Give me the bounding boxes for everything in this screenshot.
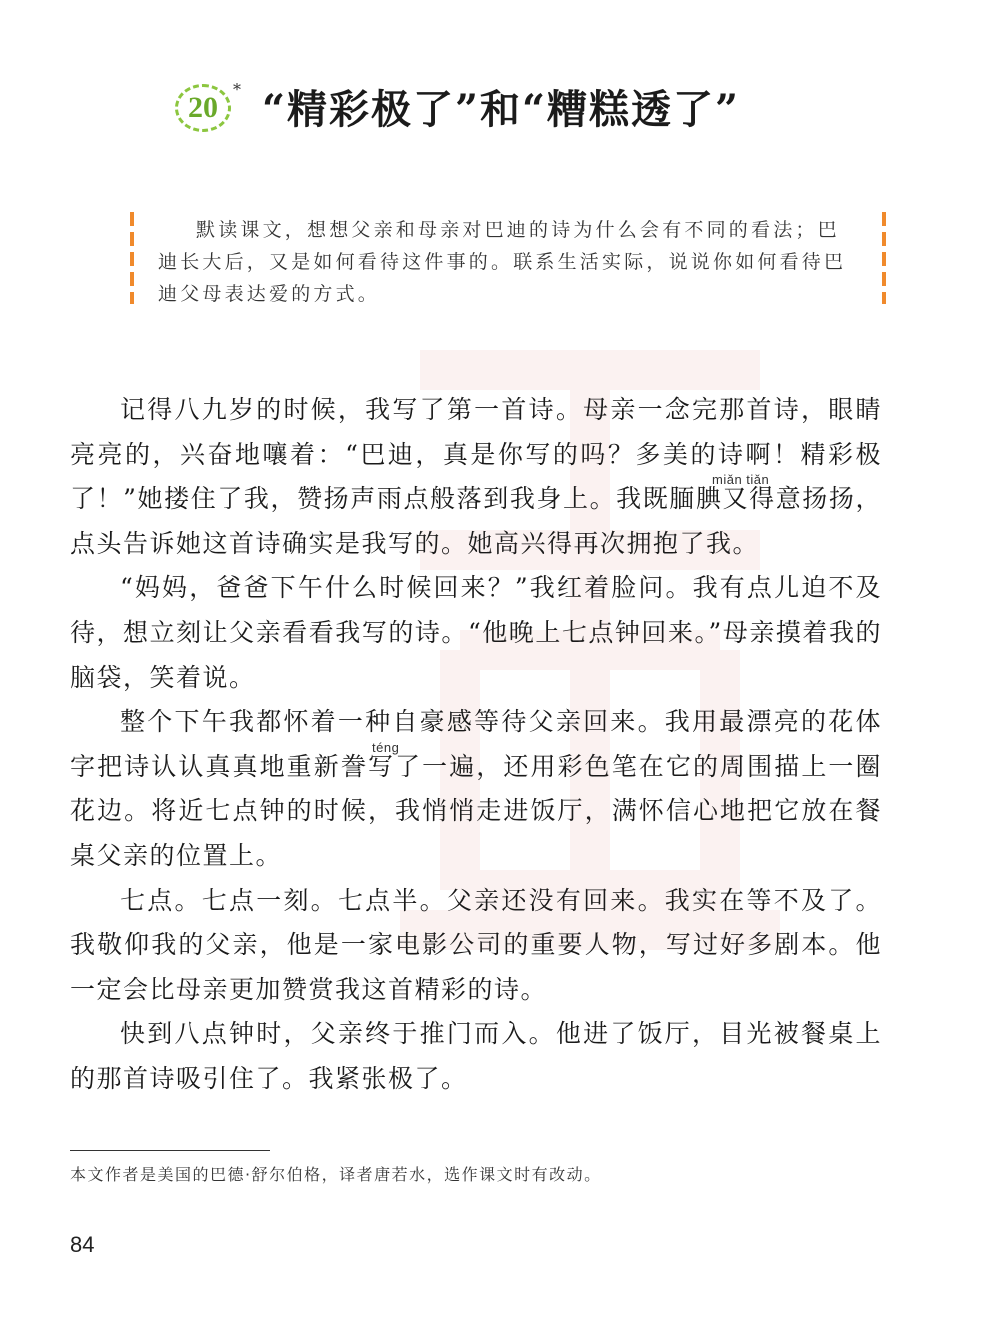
guide-left-bar [130, 212, 134, 304]
paragraph: 记得八九岁的时候，我写了第一首诗。母亲一念完那首诗，眼睛亮亮的，兴奋地嚷着：“巴迪，真是你写的吗？多美的诗啊！精彩极了！”她搂住了我，赞扬声雨点般落到我身上。我既腼腆又得意扬扬，点头告诉她这首诗确实是我写的。她高兴得再次拥抱了我。 [70, 395, 882, 558]
lesson-title: “精彩极了”和“糟糕透了” [262, 86, 741, 133]
page-number: 84 [70, 1232, 95, 1257]
lesson-number-badge: 20 [175, 84, 231, 132]
pinyin-annotation: miǎn tiǎn [712, 472, 770, 487]
footnote: 本文作者是美国的巴德·舒尔伯格，译者唐若水，选作课文时有改动。 [70, 1165, 602, 1184]
lesson-header [0, 78, 1000, 148]
reading-guide-text: 默读课文，想想父亲和母亲对巴迪的诗为什么会有不同的看法；巴迪长大后，又是如何看待这件事的。联系生活实际，说说你如何看待巴迪父母表达爱的方式。 [158, 219, 847, 305]
paragraph: 整个下午我都怀着一种自豪感等待父亲回来。我用最漂亮的花体字把诗认认真真地重新誊写了一遍，还用彩色笔在它的周围描上一圈花边。将近七点钟的时候，我悄悄走进饭厅，满怀信心地把它放在餐桌父亲的位置上。 [70, 707, 882, 870]
paragraph: “妈妈，爸爸下午什么时候回来？”我红着脸问。我有点儿迫不及待，想立刻让父亲看看我写的诗。“他晚上七点钟回来。”母亲摸着我的脑袋，笑着说。 [70, 573, 882, 692]
lesson-asterisk: * [233, 80, 241, 99]
lesson-body [70, 388, 882, 1102]
paragraph: 快到八点钟时，父亲终于推门而入。他进了饭厅，目光被餐桌上的那首诗吸引住了。我紧张极了。 [70, 1019, 882, 1093]
reading-guide-box [130, 212, 886, 304]
pinyin-annotation: téng [372, 740, 400, 755]
footnote-divider [70, 1150, 270, 1151]
paragraph: 七点。七点一刻。七点半。父亲还没有回来。我实在等不及了。我敬仰我的父亲，他是一家电影公司的重要人物，写过好多剧本。他一定会比母亲更加赞赏我这首精彩的诗。 [70, 885, 882, 1004]
guide-right-bar [882, 212, 886, 304]
